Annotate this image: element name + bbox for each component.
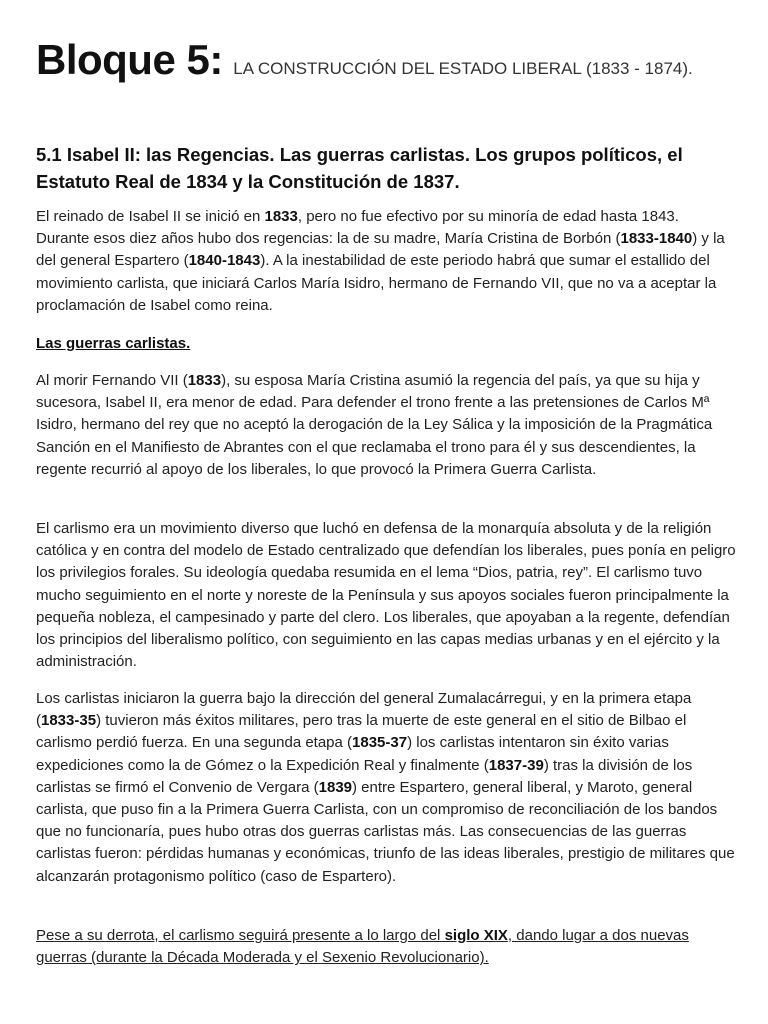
- paragraph-war-stages: [36, 688, 736, 888]
- text-run: Pese a su derrota, el carlismo seguirá presente a lo largo del: [36, 927, 445, 944]
- date-stage-1: 1833-35: [41, 712, 97, 730]
- block-title: Bloque 5:: [36, 36, 223, 83]
- date-1833: 1833: [187, 372, 222, 389]
- paragraph-carlism-ideology: [36, 518, 736, 673]
- date-1833: 1833: [264, 208, 298, 225]
- text-run: El reinado de Isabel II se inició en: [36, 208, 265, 225]
- text-run: ) tuvieron más éxitos militares, pero tras la muerte de este general en el sitio de Bilbao el carlismo perdió fuerza. En una segunda etapa (: [36, 712, 687, 752]
- text-run: ) y la del general Espartero (: [36, 230, 725, 270]
- document-title: [36, 36, 693, 84]
- text-run: ) entre Espartero, general liberal, y Maroto, general carlista, que puso fin a la Primera Guerra Carlista, con un compromiso de reconciliación de los bandos que no funcionaría, pues hubo otras dos guerras carlistas más. Las consecuencias de las guerras carlistas fueron: pérdidas humanas y económicas, triunfo de las ideas liberales, prestigio de militares que alcanzarán protagonismo político (caso de Espartero).: [36, 778, 735, 885]
- date-stage-2: 1835-37: [352, 734, 408, 752]
- date-regency-espartero: 1840-1843: [188, 252, 261, 270]
- text-run: Los carlistas iniciaron la guerra bajo la dirección del general Zumalacárregui, y en la primera etapa (: [36, 690, 692, 730]
- text-run: , dando lugar a dos nuevas guerras (durante la Década Moderada y el Sexenio Revolucionario).: [36, 927, 689, 967]
- block-subtitle: LA CONSTRUCCIÓN DEL ESTADO LIBERAL (1833 - 1874).: [233, 59, 693, 78]
- paragraph-regency-start: [36, 370, 736, 481]
- text-run: El carlismo era un movimiento diverso que luchó en defensa de la monarquía absoluta y de la religión católica y en contra del modelo de Estado centralizado que defendían los liberales, pues ponía en peligro los privilegios forales. Su ideología quedaba resumida en el lema “Dios, patria, rey”. El carlismo tuvo mucho seguimiento en el norte y noreste de la Península y sus apoyos sociales fueron principalmente la pequeña nobleza, el campesinado y parte del clero. Los liberales, que apoyaban a la regente, defendían los principios del liberalismo político, con seguimiento en las capas medias urbanas y en el ejército y la administración.: [36, 520, 736, 671]
- text-run: ) tras la división de los carlistas se firmó el Convenio de Vergara (: [36, 756, 693, 796]
- text-run: ). A la inestabilidad de este periodo habrá que sumar el estallido del movimiento carlista, que iniciará Carlos María Isidro, hermano de Fernando VII, que no va a aceptar la proclamación de Isabel como reina.: [36, 252, 717, 314]
- text-run: Al morir Fernando VII (: [36, 372, 188, 389]
- text-run: ) los carlistas intentaron sin éxito varias expediciones como la de Gómez o la Expedición Real y finalmente (: [36, 734, 669, 774]
- text-run: , pero no fue efectivo por su minoría de edad hasta 1843. Durante esos diez años hubo dos regencias: la de su madre, María Cristina de Borbón (: [36, 208, 679, 248]
- paragraph-carlism-legacy: [36, 925, 736, 969]
- century-xix: siglo XIX: [444, 927, 508, 944]
- paragraph-reign-intro: [36, 206, 736, 317]
- date-convenio-vergara: 1839: [318, 778, 353, 796]
- section-heading: 5.1 Isabel II: las Regencias. Las guerras carlistas. Los grupos políticos, el Estatuto Real de 1834 y la Constitución de 1837.: [36, 144, 683, 192]
- date-stage-3: 1837-39: [488, 756, 544, 774]
- date-regency-maria-cristina: 1833-1840: [620, 230, 693, 248]
- subheading-carlist-wars: Las guerras carlistas.: [36, 335, 191, 352]
- text-run: ), su esposa María Cristina asumió la regencia del país, ya que su hija y sucesora, Isabel II, era menor de edad. Para defender el trono frente a las pretensiones de Carlos Mª Isidro, hermano del rey que no aceptó la derogación de la Ley Sálica y la imposición de la Pragmática Sanción en el Manifiesto de Abrantes con el que reclamaba el trono para él y sus descendientes, la regente recurrió al apoyo de los liberales, lo que provocó la Primera Guerra Carlista.: [36, 372, 713, 478]
